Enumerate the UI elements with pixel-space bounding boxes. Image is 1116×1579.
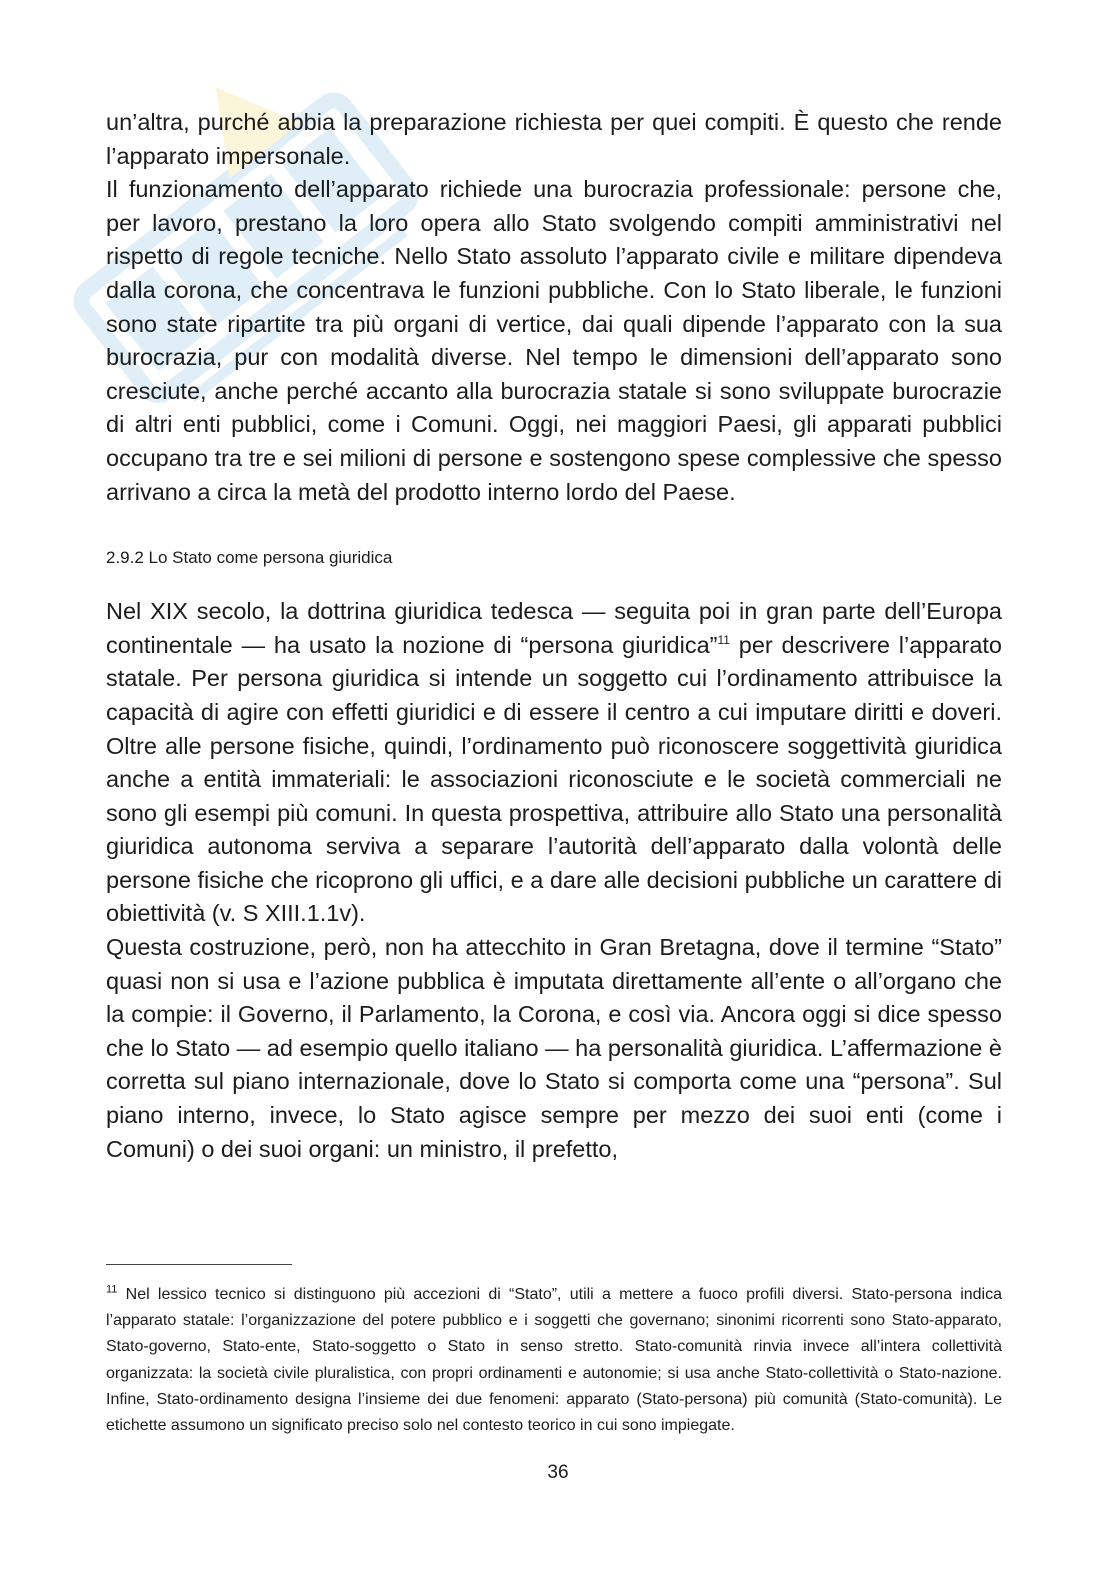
footnote-reference[interactable]: 11: [717, 632, 730, 647]
section-heading: 2.9.2 Lo Stato come persona giuridica: [106, 548, 393, 568]
paragraph-1: un’altra, purché abbia la preparazione richiesta per quei compiti. È questo che rende l’apparato impersonale.: [106, 109, 1002, 169]
paragraph-3-part-2: per descrivere l’apparato statale. Per persona giuridica si intende un soggetto cui l’ordinamento attribuisce la capacità di agire con effetti giuridici e di essere il centro a cui imputare diritti e doveri. Oltre alle persone fisiche, quindi, l’ordinamento può riconoscere soggettività giuridica anche a entità immateriali: le associazioni riconosciute e le società commerciali ne sono gli esempi più comuni. In questa prospettiva, attribuire allo Stato una personalità giuridica autonoma serviva a separare l’autorità dell’apparato dalla volontà delle persone fisiche che ricoprono gli uffici, e a dare alle decisioni pubbliche un carattere di obiettività (v. S XIII.1.1v).: [106, 631, 1002, 927]
paragraph-2: Il funzionamento dell’apparato richiede una burocrazia professionale: persone che, per lavoro, prestano la loro opera allo Stato svolgendo compiti amministrativi nel rispetto di regole tecniche. Nello Stato assoluto l’apparato civile e militare dipendeva dalla corona, che concentrava le funzioni pubbliche. Con lo Stato liberale, le funzioni sono state ripartite tra più organi di vertice, dai quali dipende l’apparato con la sua burocrazia, pur con modalità diverse. Nel tempo le dimensioni dell’apparato sono cresciute, anche perché accanto alla burocrazia statale si sono sviluppate burocrazie di altri enti pubblici, come i Comuni. Oggi, nei maggiori Paesi, gli apparati pubblici occupano tra tre e sei milioni di persone e sostengono spese complessive che spesso arrivano a circa la metà del prodotto interno lordo del Paese.: [106, 176, 1002, 505]
footnote-divider: [106, 1264, 292, 1265]
main-text: [106, 106, 1002, 1166]
paragraph-3-part-1: Nel XIX secolo, la dottrina giuridica tedesca — seguita poi in gran parte dell’Europa continentale — ha usato la nozione di “persona giuridica”: [106, 598, 1002, 658]
page-number: 36: [547, 1462, 569, 1483]
paragraph-3: [106, 595, 1002, 931]
footnote-text: Nel lessico tecnico si distinguono più accezioni di “Stato”, utili a mettere a fuoco profili diversi. Stato-persona indica l’apparato statale: l’organizzazione del potere pubblico e i soggetti che governano; sinonimi ricorrenti sono Stato-apparato, Stato-governo, Stato-ente, Stato-soggetto o Stato in senso stretto. Stato-comunità rinvia invece all’intera collettività organizzata: la società civile pluralistica, con propri ordinamenti e autonomie; si usa anche Stato-collettività o Stato-nazione. Infine, Stato-ordinamento designa l’insieme dei due fenomeni: apparato (Stato-persona) più comunità (Stato-comunità). Le etichette assumono un significato preciso solo nel contesto teorico in cui sono impiegate.: [106, 1286, 1002, 1435]
footnote: [106, 1282, 1002, 1439]
paragraph-4: Questa costruzione, però, non ha attecchito in Gran Bretagna, dove il termine “Stato” quasi non si usa e l’azione pubblica è imputata direttamente all’ente o all’organo che la compie: il Governo, il Parlamento, la Corona, e così via. Ancora oggi si dice spesso che lo Stato — ad esempio quello italiano — ha personalità giuridica. L’affermazione è corretta sul piano internazionale, dove lo Stato si comporta come una “persona”. Sul piano interno, invece, lo Stato agisce sempre per mezzo dei suoi enti (come i Comuni) o dei suoi organi: un ministro, il prefetto,: [106, 934, 1002, 1162]
footnote-number: 11: [106, 1283, 118, 1296]
